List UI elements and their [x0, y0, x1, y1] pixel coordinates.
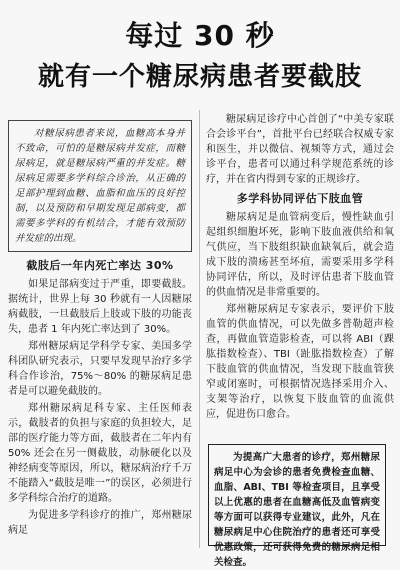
headline-line2: 就有一个糖尿病患者要截肢 — [37, 62, 362, 92]
note-text: 为提高广大患者的诊疗，郑州糖尿病足中心为会诊的患者免费检查血糖、血脂、ABI、TBI 等检查项目，且享受以上优惠的患者在血糖高低及血管病变等方面可以获得专业建议，此外，凡在糖尿病足中心住院治疗的患者还可享受优惠政策，还可获得免费的糖尿病足相关检查。 — [214, 452, 380, 568]
section2-heading: 多学科协同评估下肢血管 — [236, 192, 364, 205]
note-box — [208, 444, 386, 568]
left-paragraph: 郑州糖尿病足学科学专家、美国多学科团队研究表示，只要早发现早治疗多学科合作诊治，75%～80% 的糖尿病足患者是可以避免截肢的。 — [8, 341, 192, 397]
section1-heading: 截肢后一年内死亡率达 30% — [26, 259, 174, 272]
headline-line1: 每过 30 秒 — [125, 19, 275, 52]
left-paragraph: 为促进多学科诊疗的推广，郑州糖尿病足 — [8, 510, 192, 536]
right-paragraph: 郑州糖尿病足专家表示，要评价下肢血管的供血情况，可以先做多普勒超声检查，再做血管造影检查，可以将 ABI（踝肱指数检查）、TBI（趾肱指数检查）了解下肢血管的供血情况，当发现下肢血管狭窄或闭塞时，可根据情况选择采用介入、支架等治疗，以恢复下肢血管的血流供应，促进伤口愈合。 — [206, 304, 394, 420]
left-paragraph: 如果足部病变过于严重，即要截肢。据统计，世界上每 30 秒就有一人因糖尿病截肢，一旦截肢后上肢或下肢的功能丧失，患者 1 年内死亡率达到了 30%。 — [8, 279, 192, 335]
right-paragraph: 糖尿病足诊疗中心首创了“中美专家联合会诊平台”，首批平台已经联合权威专家和医生，并以微信、视频等方式，通过会诊平台，患者可以通过科学规范系统的诊疗，并在省内得到专家的正规诊疗。 — [206, 114, 394, 185]
column-divider — [199, 110, 200, 548]
right-paragraph: 糖尿病足是血管病变后，慢性缺血引起组织细胞坏死，影响下肢血液供给和氧气供应，当下肢组织缺血缺氧后，就会造成下肢的溃疡甚至坏疽，需要采用多学科协同评估，所以，及时评估患者下肢血管的供血情况是非常重要的。 — [206, 212, 394, 298]
intro-box — [8, 120, 192, 252]
intro-text: 对糖尿病患者来说，血糖高本身并不致命，可怕的是糖尿病并发症，而糖尿病足，就是糖尿病严重的并发症。糖尿病足需要多学科综合诊治，从正确的足部护理到血糖、血脂和血压的良好控制，以及预防和早期发现足部病变，都需要多学科的有机结合，才能有效预防并发症的出现。 — [15, 128, 185, 244]
left-paragraph: 郑州糖尿病足科专家、主任医师表示，截肢者的负担与家庭的负担较大，足部的医疗能力等方面，截肢者在二年内有 50% 还会在另一侧截肢，动脉硬化以及神经病变等原因，所以，糖尿病治疗千万不能踏入“截肢是唯一”的误区，必须进行多学科综合治疗的道路。 — [8, 403, 192, 504]
left-column — [8, 120, 192, 546]
